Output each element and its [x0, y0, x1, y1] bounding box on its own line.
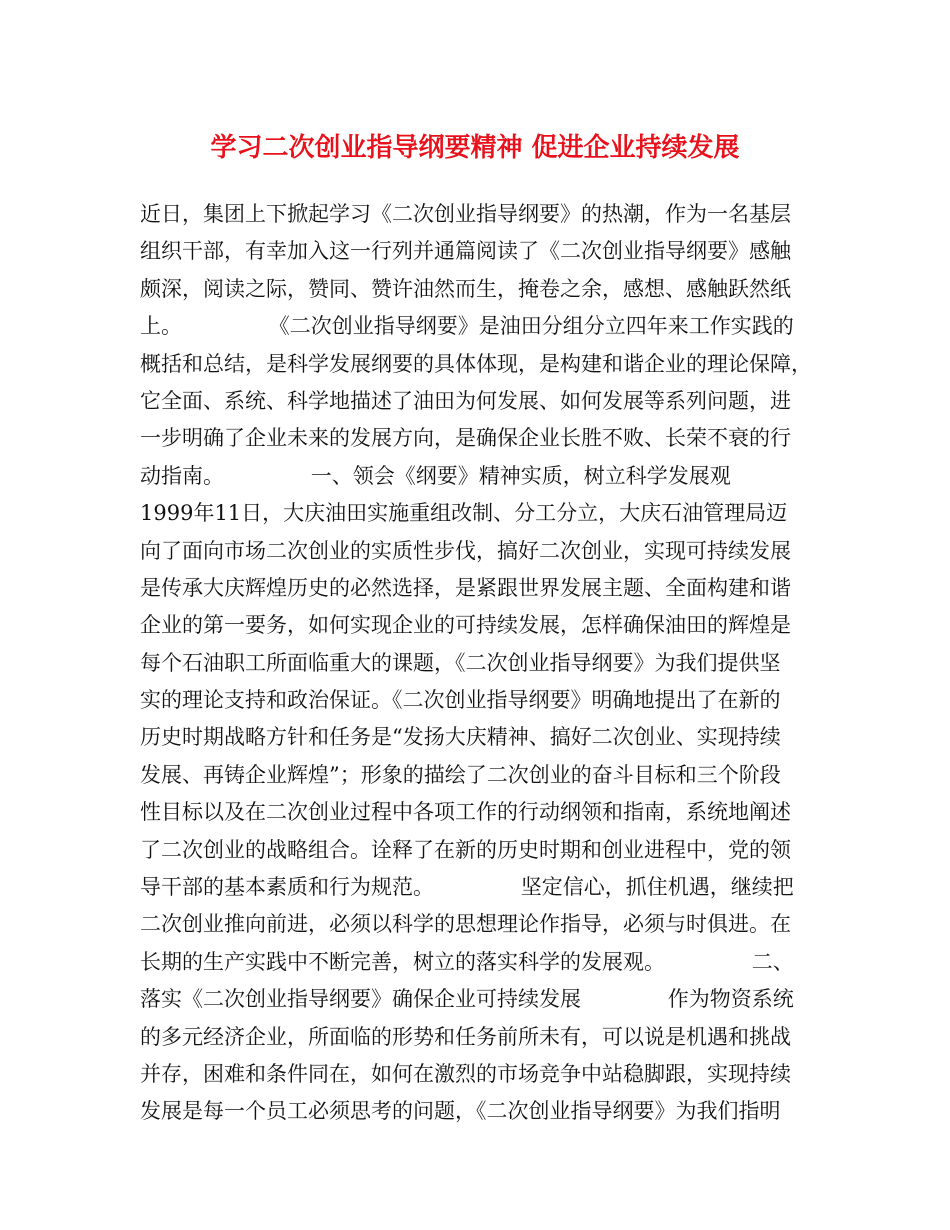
- body-line: 它全面、系统、科学地描述了油田为何发展、如何发展等系列问题，进: [140, 388, 791, 413]
- body-line: 实的理论支持和政治保证。《二次创业指导纲要》明确地提出了在新的: [140, 688, 781, 713]
- body-line: 并存，困难和条件同在，如何在激烈的市场竞争中站稳脚跟，实现持续: [140, 1061, 791, 1086]
- body-line: 二次创业推向前进，必须以科学的思想理论作指导，必须与时俱进。在: [140, 912, 791, 937]
- body-line: 上。 《二次创业指导纲要》是油田分组分立四年来工作实践的: [140, 314, 794, 339]
- body-line: 一步明确了企业未来的发展方向，是确保企业长胜不败、长荣不衰的行: [140, 426, 791, 451]
- body-line: 概括和总结，是科学发展纲要的具体体现，是构建和谐企业的理论保障，: [140, 351, 812, 376]
- body-line: 企业的第一要务，如何实现企业的可持续发展，怎样确保油田的辉煌是: [140, 613, 791, 638]
- body-line: 向了面向市场二次创业的实质性步伐，搞好二次创业，实现可持续发展: [140, 538, 791, 563]
- body-line: 颇深，阅读之际，赞同、赞许油然而生，掩卷之余，感想、感触跃然纸: [140, 276, 791, 301]
- document-title: 学习二次创业指导纲要精神 促进企业持续发展: [210, 133, 740, 163]
- body-line: 是传承大庆辉煌历史的必然选择，是紧跟世界发展主题、全面构建和谐: [140, 575, 791, 600]
- body-line: 1999年11日，大庆油田实施重组改制、分工分立，大庆石油管理局迈: [140, 501, 788, 526]
- body-line: 组织干部，有幸加入这一行列并通篇阅读了《二次创业指导纲要》感触: [140, 239, 791, 264]
- body-line: 了二次创业的战略组合。诠释了在新的历史时期和创业进程中，党的领: [140, 837, 791, 862]
- body-line: 每个石油职工所面临重大的课题，《二次创业指导纲要》为我们提供坚: [140, 650, 781, 675]
- document-body: [140, 196, 820, 1131]
- body-line: 性目标以及在二次创业过程中各项工作的行动纲领和指南，系统地阐述: [140, 800, 791, 825]
- body-line: 发展是每一个员工必须思考的问题，《二次创业指导纲要》为我们指明: [140, 1099, 781, 1124]
- body-line: 动指南。 一、领会《纲要》精神实质，树立科学发展观: [140, 463, 731, 488]
- body-line: 落实《二次创业指导纲要》确保企业可持续发展 作为物资系统: [140, 987, 794, 1012]
- body-line: 长期的生产实践中不断完善，树立的落实科学的发展观。 二、: [140, 949, 794, 974]
- body-line: 历史时期战略方针和任务是“发扬大庆精神、搞好二次创业、实现持续: [140, 725, 781, 750]
- body-line: 的多元经济企业，所面临的形势和任务前所未有，可以说是机遇和挑战: [140, 1024, 791, 1049]
- body-line: 发展、再铸企业辉煌”；形象的描绘了二次创业的奋斗目标和三个阶段: [140, 762, 781, 787]
- body-line: 导干部的基本素质和行为规范。 坚定信心，抓住机遇，继续把: [140, 875, 794, 900]
- body-line: 近日，集团上下掀起学习《二次创业指导纲要》的热潮，作为一名基层: [140, 202, 791, 226]
